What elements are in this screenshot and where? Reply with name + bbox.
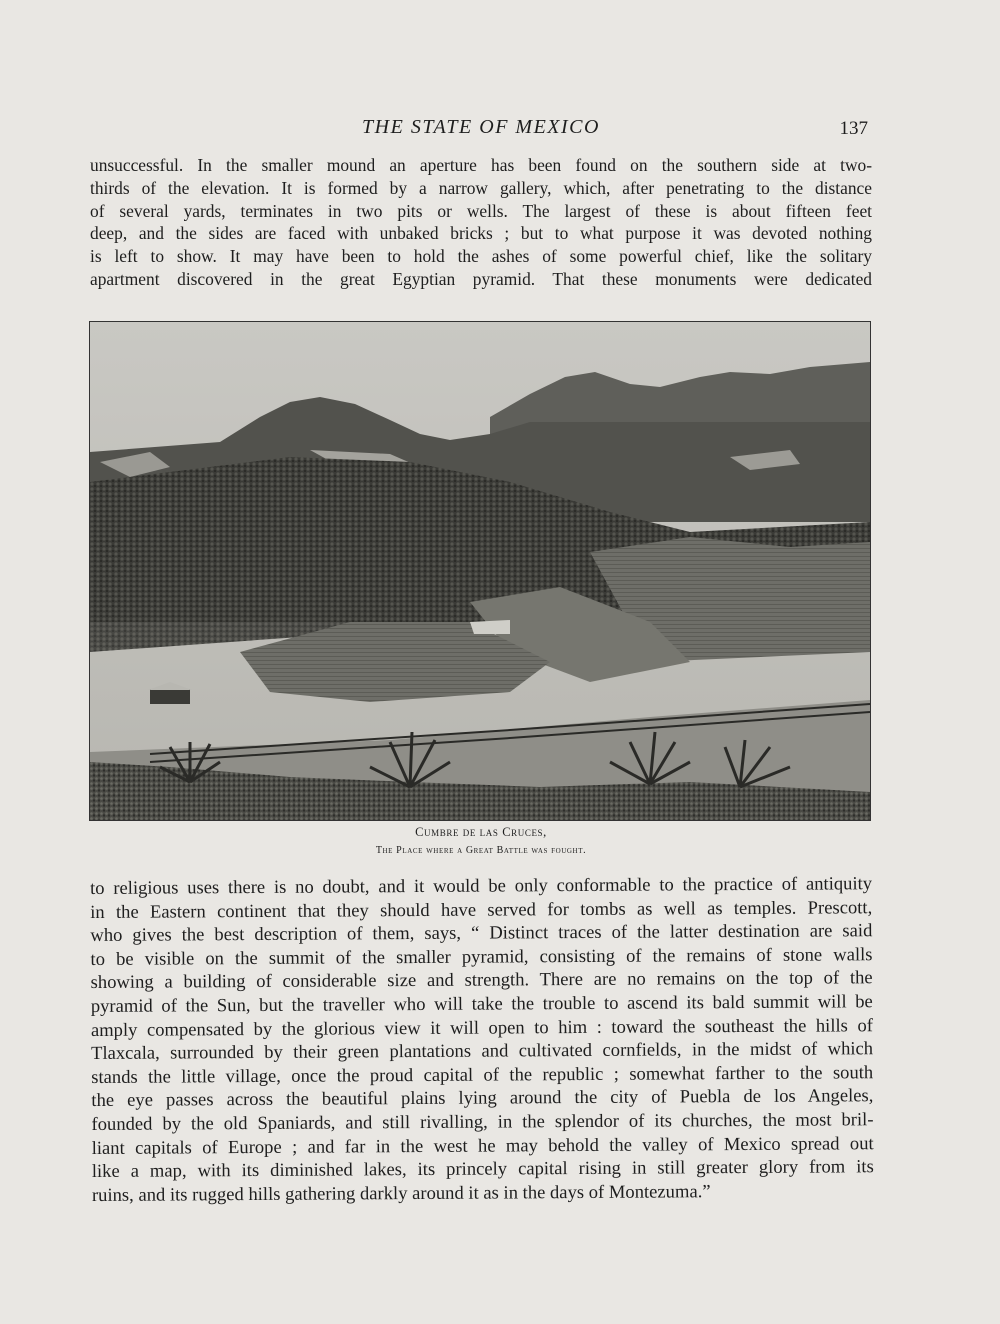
text-line: unsuccessful. In the smaller mound an aperture has been found on the southern side at two- (90, 155, 872, 175)
paragraph-bottom (90, 872, 874, 1207)
landscape-illustration (90, 322, 870, 820)
text-line: like a map, with its diminished lakes, its princely capital rising in still greater glory from its (91, 1156, 874, 1183)
figure-caption-title: Cumbre de las Cruces, (415, 825, 547, 839)
text-line: Tlaxcala, surrounded by their green plantations and cultivated cornfields, in the midst of which (91, 1038, 874, 1065)
page-number: 137 (839, 118, 868, 139)
text-line: the eye passes across the beautiful plains lying around the city of Puebla de los Angeles, (91, 1085, 874, 1112)
landscape-photograph (89, 321, 871, 821)
text-line: thirds of the elevation. It is formed by a narrow gallery, which, after penetrating to the distance (90, 177, 872, 198)
text-line: amply compensated by the glorious view it will open to him : toward the southeast the hills of (90, 1014, 873, 1041)
text-line: pyramid of the Sun, but the traveller who will take the trouble to ascend its bald summit will be (90, 991, 873, 1017)
text-line: to be visible on the summit of the smaller pyramid, consisting of the remains of stone walls (90, 944, 873, 970)
text-line: of several yards, terminates in two pits or wells. The largest of these is about fifteen feet (90, 200, 872, 221)
running-title: THE STATE OF MEXICO (362, 116, 600, 138)
text-line: ruins, and its rugged hills gathering darkly around it as in the days of Montezuma.” (91, 1180, 711, 1206)
text-line: founded by the old Spaniards, and still rivalling, in the splendor of its churches, the most bril- (91, 1109, 874, 1135)
paragraph-top (90, 154, 872, 291)
text-line: deep, and the sides are faced with unbaked bricks ; but to what purpose it was devoted nothing (90, 223, 872, 244)
text-line: stands the little village, once the proud capital of the republic ; somewhat farther to the south (91, 1061, 874, 1088)
text-line: to religious uses there is no doubt, and it would be only conformable to the practice of antiquity (90, 873, 873, 899)
text-line: is left to show. It may have been to hold the ashes of some powerful chief, like the solitary (90, 246, 872, 267)
page-header (90, 116, 872, 144)
text-line: in the Eastern continent that they should have served for tombs as well as temples. Prescott, (90, 896, 873, 923)
text-line: liant capitals of Europe ; and far in the west he may behold the valley of Mexico spread out (91, 1132, 874, 1159)
figure-caption-subtitle: The Place where a Great Battle was fought. (375, 845, 587, 856)
text-line: who gives the best description of them, says, “ Distinct traces of the latter destination are said (90, 920, 873, 947)
text-line: apartment discovered in the great Egyptian pyramid. That these monuments were dedicated (90, 268, 872, 289)
text-line: showing a building of considerable size and strength. There are no remains on the top of the (90, 967, 873, 994)
